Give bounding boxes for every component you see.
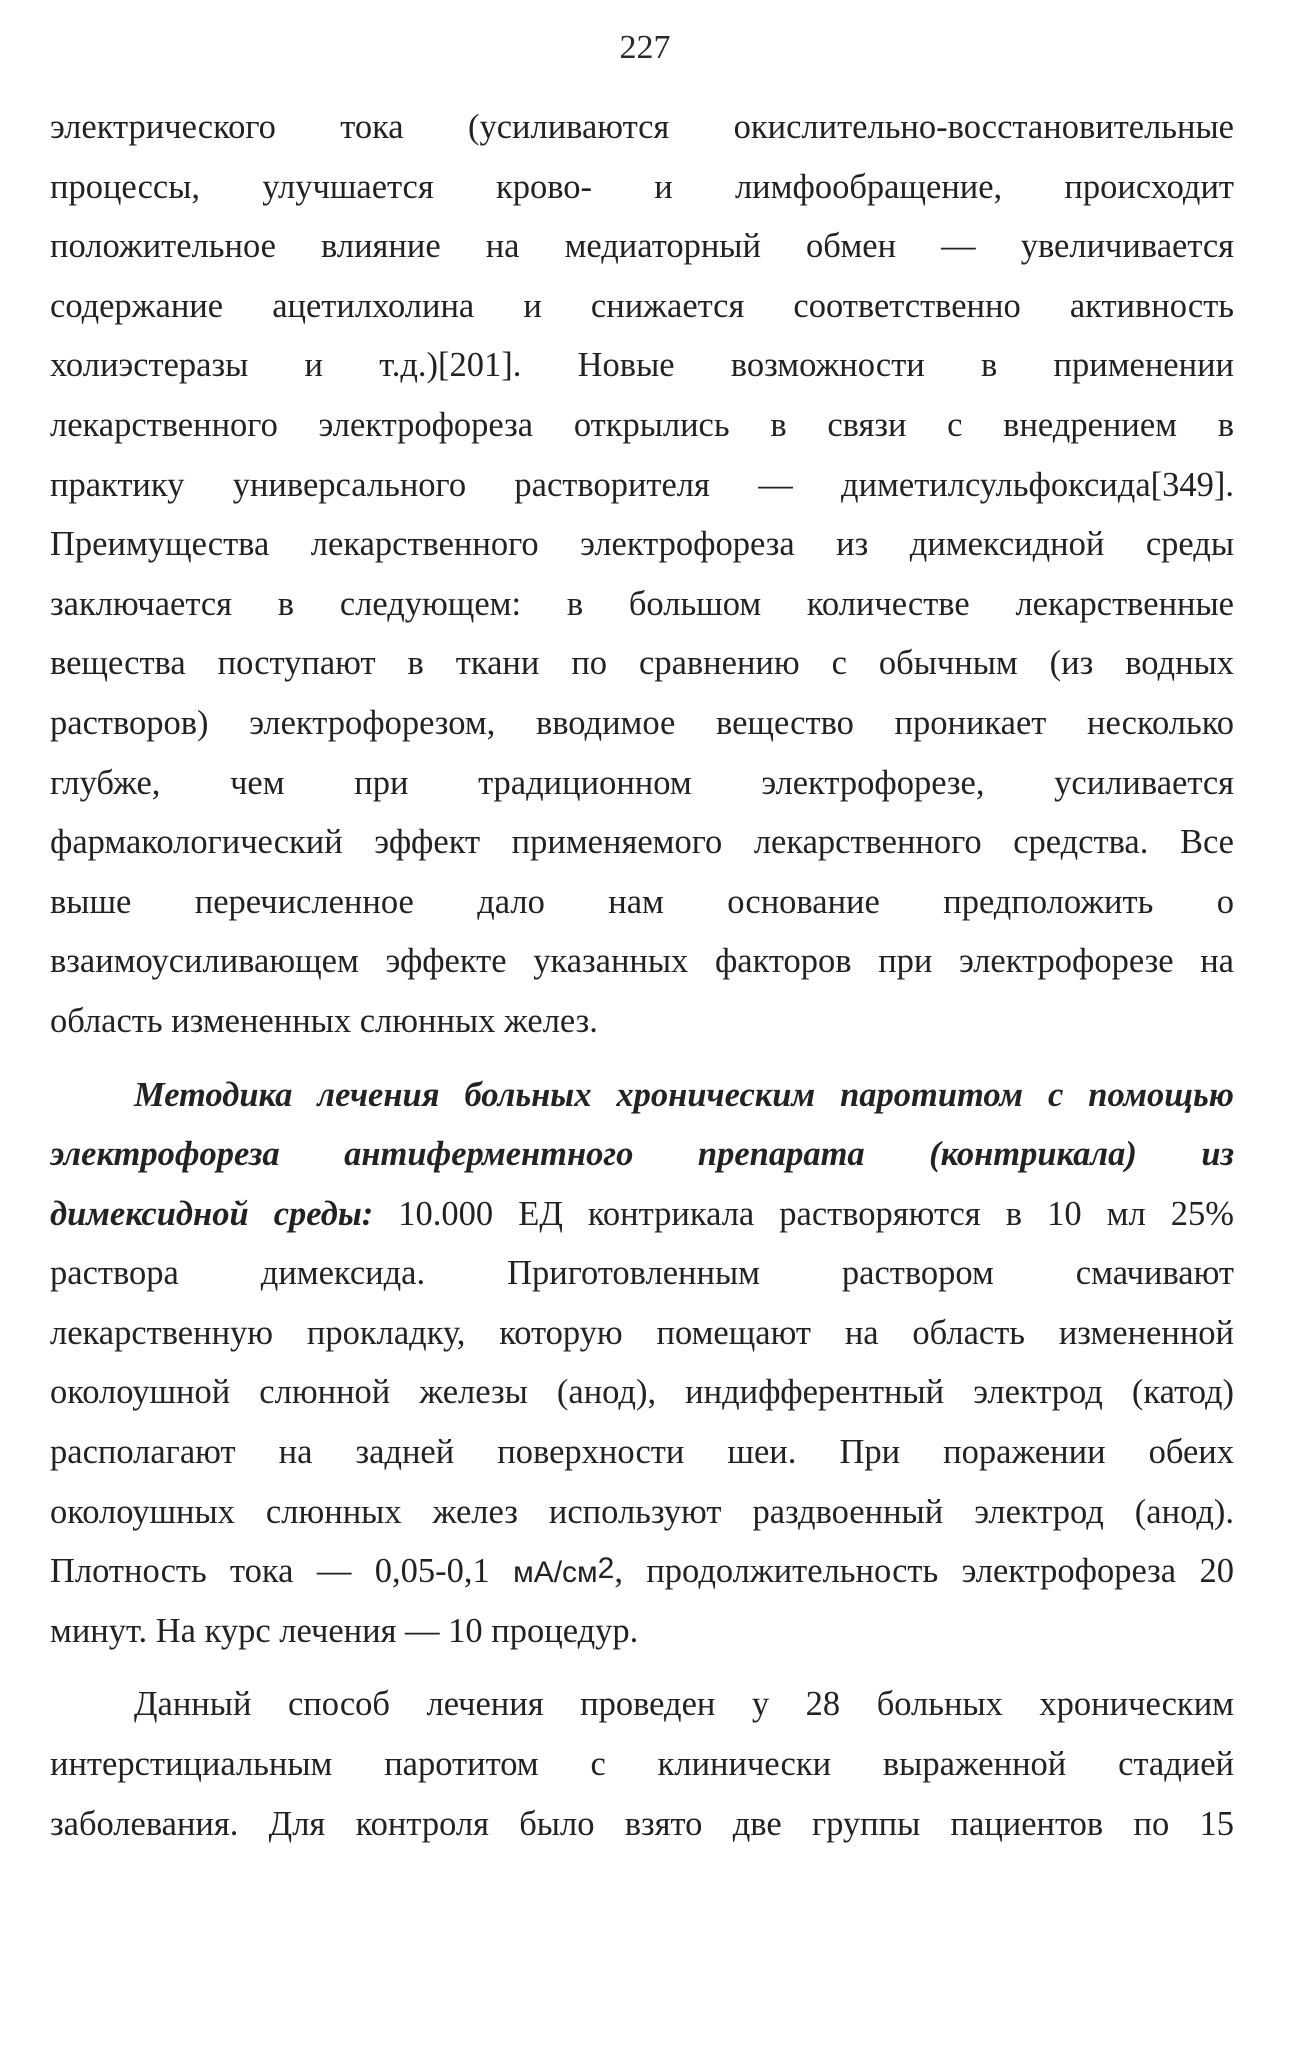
page-number: 227 [619, 29, 671, 66]
text-line: холиэстеразы и т.д.)[201]. Новые возможности в применении [50, 346, 1234, 385]
text-line: практику универсального растворителя — диметилсульфоксида[349]. [50, 465, 1234, 504]
method-heading-line [50, 1125, 1234, 1185]
text-line: заболевания. Для контроля было взято две группы пациентов по 15 [50, 1804, 1234, 1843]
text-line: положительное влияние на медиаторный обмен — увеличивается [50, 227, 1234, 266]
density-exponent: 2 [597, 1552, 615, 1586]
text-line: минут. На курс лечения — 10 процедур. [50, 1611, 639, 1650]
paragraph-1 [50, 98, 1234, 1052]
method-heading-text: электрофореза антиферментного препарата (контрикала) из [50, 1135, 1234, 1174]
method-heading-text: димексидной среды: [50, 1194, 374, 1233]
text-line: Преимущества лекарственного электрофореза из димексидной среды [50, 525, 1234, 564]
text-line: фармакологический эффект применяемого лекарственного средства. Все [50, 823, 1234, 862]
density-unit: мА/см [513, 1556, 598, 1590]
text-line: Данный способ лечения проведен у 28 больных хроническим [134, 1685, 1234, 1724]
text-line: раствора димексида. Приготовленным раствором смачивают [50, 1254, 1234, 1293]
method-heading-text: Методика лечения больных хроническим паротитом с помощью [134, 1075, 1234, 1114]
text-line: глубже, чем при традиционном электрофорезе, усиливается [50, 763, 1234, 802]
current-density-line [50, 1542, 1234, 1602]
text-line: область измененных слюнных желез. [50, 1001, 598, 1040]
text-line: растворов) электрофорезом, вводимое вещество проникает несколько [50, 703, 1234, 742]
paragraph-2-method [50, 1066, 1234, 1662]
body-text [50, 98, 1234, 1854]
text-line: процессы, улучшается крово- и лимфообращение, происходит [50, 167, 1234, 206]
paragraph-3 [50, 1675, 1234, 1854]
text-line: лекарственную прокладку, которую помещают на область измененной [50, 1313, 1234, 1352]
text-line [50, 1185, 1234, 1245]
text-line: заключается в следующем: в большом количестве лекарственные [50, 584, 1234, 623]
text-line: располагают на задней поверхности шеи. При поражении обеих [50, 1433, 1234, 1472]
text-line: околоушной слюнной железы (анод), индифферентный электрод (катод) [50, 1373, 1234, 1412]
method-text: 10.000 ЕД контрикала растворяются в 10 мл 25% [373, 1194, 1234, 1233]
method-heading-line [50, 1066, 1234, 1126]
text-line: вещества поступают в ткани по сравнению с обычным (из водных [50, 644, 1234, 683]
text-line: лекарственного электрофореза открылись в связи с внедрением в [50, 405, 1234, 444]
text-line: околоушных слюнных желез используют раздвоенный электрод (анод). [50, 1492, 1234, 1531]
text-line: взаимоусиливающем эффекте указанных факторов при электрофорезе на [50, 942, 1234, 981]
density-text-start: Плотность тока — 0,05-0,1 [50, 1552, 514, 1591]
density-text-end: , продолжительность электрофореза 20 [614, 1552, 1234, 1591]
text-line: выше перечисленное дало нам основание предположить о [50, 882, 1234, 921]
text-line: электрического тока (усиливаются окислительно-восстановительные [50, 108, 1234, 146]
text-line: содержание ацетилхолина и снижается соответственно активность [50, 286, 1234, 325]
text-line: интерстициальным паротитом с клинически выраженной стадией [50, 1745, 1234, 1784]
